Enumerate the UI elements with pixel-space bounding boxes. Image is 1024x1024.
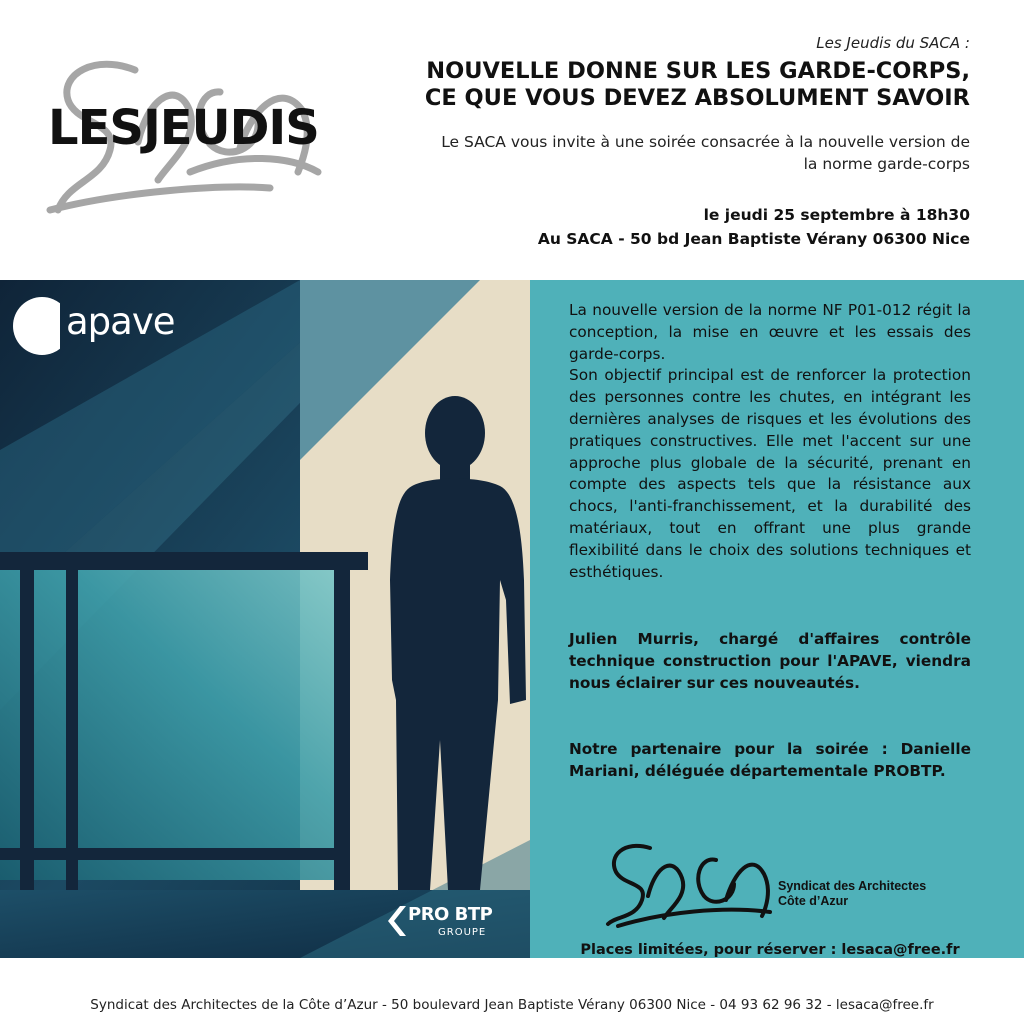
apave-circle-icon bbox=[12, 296, 60, 358]
description bbox=[569, 300, 971, 583]
probtp-subtitle: GROUPE bbox=[438, 927, 487, 938]
event-details bbox=[538, 203, 970, 251]
apave-wordmark: apave bbox=[66, 300, 175, 343]
lesjeudis-logo bbox=[40, 52, 340, 222]
probtp-chevron-icon bbox=[386, 906, 408, 936]
description-paragraph-2: Son objectif principal est de renforcer la protection des personnes contre les chutes, en intégrant les dernières analyses de risques et les évolutions des pratiques constructives. Elle met l'accent sur une approche plus globale de la sécurité, prenant en compte des aspects tels que la résistance aux chocs, l'anti-franchissement, et la durabilité des matériaux, tout en offrant une plus grande flexibilité dans le choix des solutions techniques et esthétiques. bbox=[569, 366, 971, 581]
description-paragraph-1: La nouvelle version de la norme NF P01-012 régit la conception, la mise en œuvre et les essais des garde-corps. bbox=[569, 301, 971, 363]
probtp-logo bbox=[386, 904, 506, 948]
intro-text bbox=[350, 131, 970, 175]
brand-word: LESJEUDIS bbox=[48, 100, 319, 156]
partner-text: Notre partenaire pour la soirée : Danielle Mariani, déléguée départementale PROBTP. bbox=[569, 740, 971, 780]
title-line-2: CE QUE VOUS DEVEZ ABSOLUMENT SAVOIR bbox=[424, 85, 970, 111]
saca-caption-line-1: Syndicat des Architectes bbox=[778, 879, 927, 893]
footer-contact: Syndicat des Architectes de la Côte d’Azur - 50 boulevard Jean Baptiste Vérany 06300 Nice - 04 93 62 96 32 - lesaca@free.fr bbox=[90, 997, 934, 1013]
apave-logo bbox=[12, 296, 212, 358]
reservation-text: Places limitées, pour réserver : lesaca@free.fr bbox=[580, 942, 960, 958]
saca-caption-line-2: Côte d’Azur bbox=[778, 894, 849, 908]
intro-line-1: Le SACA vous invite à une soirée consacrée à la nouvelle version de bbox=[441, 133, 970, 151]
guardrail-illustration bbox=[0, 280, 530, 958]
event-venue: Au SACA - 50 bd Jean Baptiste Vérany 06300 Nice bbox=[537, 230, 970, 248]
saca-signature-icon bbox=[604, 842, 774, 928]
probtp-wordmark: PRO BTP bbox=[408, 904, 493, 925]
intro-line-2: la norme garde-corps bbox=[803, 155, 970, 173]
saca-caption bbox=[778, 879, 926, 909]
speaker-text: Julien Murris, chargé d'affaires contrôle technique construction pour l'APAVE, viendra nous éclairer sur ces nouveautés. bbox=[569, 630, 971, 692]
page-title bbox=[330, 58, 970, 112]
event-date: le jeudi 25 septembre à 18h30 bbox=[703, 206, 970, 224]
series-label: Les Jeudis du SACA : bbox=[816, 34, 970, 52]
title-line-1: NOUVELLE DONNE SUR LES GARDE-CORPS, bbox=[426, 58, 970, 84]
